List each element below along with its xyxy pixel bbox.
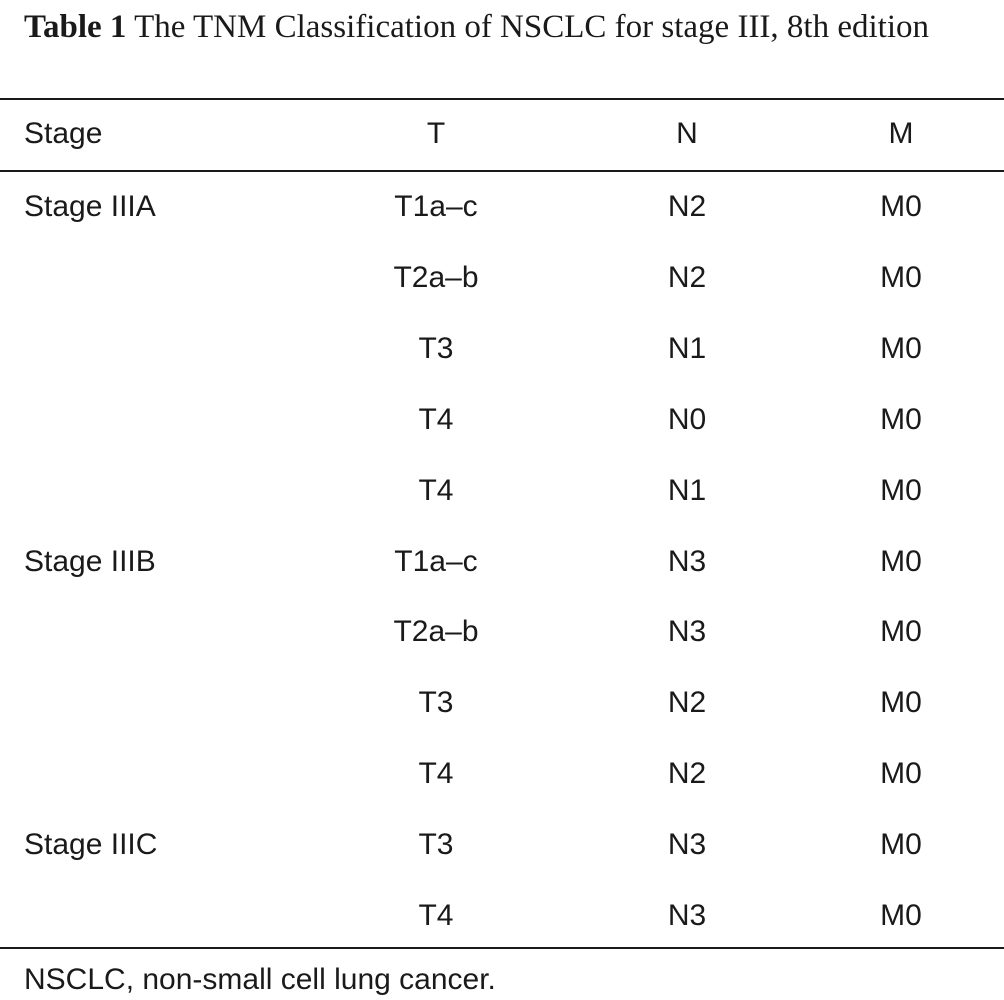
cell-m: M0 xyxy=(880,261,922,294)
cell-t: T1a–c xyxy=(394,190,478,223)
cell-n: N3 xyxy=(667,828,707,861)
cell-t: T2a–b xyxy=(393,615,479,648)
cell-n: N3 xyxy=(667,615,707,648)
header-t: T xyxy=(426,117,446,150)
cell-m: M0 xyxy=(880,828,922,861)
cell-m: M0 xyxy=(880,899,922,932)
bottom-rule xyxy=(0,947,1004,949)
cell-m: M0 xyxy=(880,332,922,365)
table-label: Table 1 xyxy=(24,9,127,45)
cell-m: M0 xyxy=(880,615,922,648)
table-footnote: NSCLC, non-small cell lung cancer. xyxy=(24,963,496,996)
cell-m: M0 xyxy=(880,190,922,223)
header-rule xyxy=(0,170,1004,172)
top-rule xyxy=(0,98,1004,100)
cell-t: T3 xyxy=(418,828,454,861)
table-title: The TNM Classification of NSCLC for stage III, 8th edition xyxy=(134,9,929,45)
cell-t: T4 xyxy=(418,403,454,436)
header-m: M xyxy=(888,117,914,150)
cell-n: N3 xyxy=(667,545,707,578)
cell-stage: Stage IIIB xyxy=(24,545,156,578)
cell-stage: Stage IIIA xyxy=(24,190,156,223)
header-stage: Stage xyxy=(24,117,103,150)
cell-n: N1 xyxy=(667,332,707,365)
cell-stage: Stage IIIC xyxy=(24,828,158,861)
cell-t: T4 xyxy=(418,474,454,507)
cell-m: M0 xyxy=(880,545,922,578)
cell-n: N2 xyxy=(667,686,707,719)
header-n: N xyxy=(676,117,698,150)
cell-t: T4 xyxy=(418,899,454,932)
cell-n: N2 xyxy=(667,757,707,790)
cell-n: N2 xyxy=(667,190,707,223)
cell-t: T4 xyxy=(418,757,454,790)
cell-m: M0 xyxy=(880,757,922,790)
cell-t: T2a–b xyxy=(393,261,479,294)
cell-n: N3 xyxy=(667,899,707,932)
cell-t: T1a–c xyxy=(394,545,478,578)
cell-m: M0 xyxy=(880,474,922,507)
table-caption xyxy=(24,0,994,55)
cell-t: T3 xyxy=(418,332,454,365)
cell-n: N0 xyxy=(667,403,707,436)
cell-n: N1 xyxy=(667,474,707,507)
cell-m: M0 xyxy=(880,686,922,719)
cell-t: T3 xyxy=(418,686,454,719)
cell-n: N2 xyxy=(667,261,707,294)
cell-m: M0 xyxy=(880,403,922,436)
